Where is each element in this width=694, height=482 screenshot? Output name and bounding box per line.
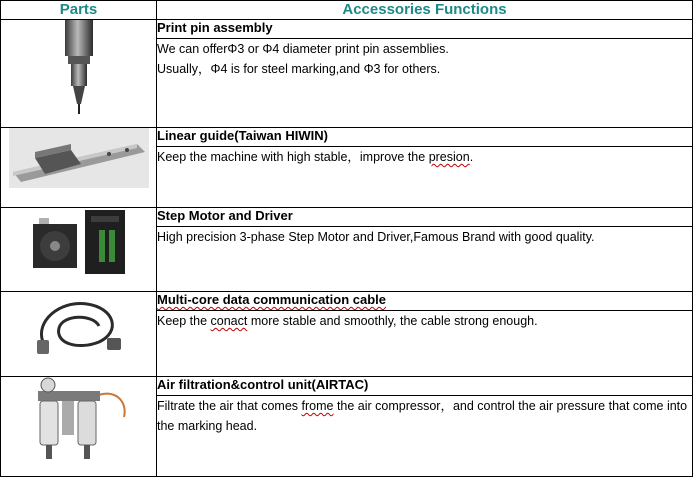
item-title: Print pin assembly [157, 20, 693, 39]
part-image-cell [1, 20, 157, 128]
item-description: Keep the machine with high stable，improve the presion. [157, 147, 693, 208]
part-image-cell [1, 377, 157, 477]
step-motor-icon [27, 208, 131, 278]
print-pin-icon [59, 20, 99, 116]
table-row [1, 128, 693, 147]
table-row [1, 377, 693, 396]
header-row [1, 1, 693, 20]
parts-header: Parts [1, 1, 157, 20]
table-row [1, 208, 693, 227]
item-description: Filtrate the air that comes frome the air compressor，and control the air pressure that come into the marking head. [157, 396, 693, 477]
item-title: Air filtration&control unit(AIRTAC) [157, 377, 693, 396]
table-row [1, 292, 693, 311]
table-row [1, 20, 693, 39]
cable-icon [29, 292, 129, 362]
item-title: Step Motor and Driver [157, 208, 693, 227]
item-title: Multi-core data communication cable [157, 292, 693, 311]
part-image-cell [1, 292, 157, 377]
linear-guide-icon [9, 128, 149, 188]
air-filter-icon [24, 377, 134, 469]
item-description: We can offerΦ3 or Φ4 diameter print pin assemblies. Usually，Φ4 is for steel marking,and Φ3 for others. [157, 39, 693, 128]
part-image-cell [1, 208, 157, 292]
item-title: Linear guide(Taiwan HIWIN) [157, 128, 693, 147]
part-image-cell [1, 128, 157, 208]
item-description: Keep the conact more stable and smoothly, the cable strong enough. [157, 311, 693, 377]
functions-header: Accessories Functions [157, 1, 693, 20]
item-description: High precision 3-phase Step Motor and Driver,Famous Brand with good quality. [157, 227, 693, 292]
